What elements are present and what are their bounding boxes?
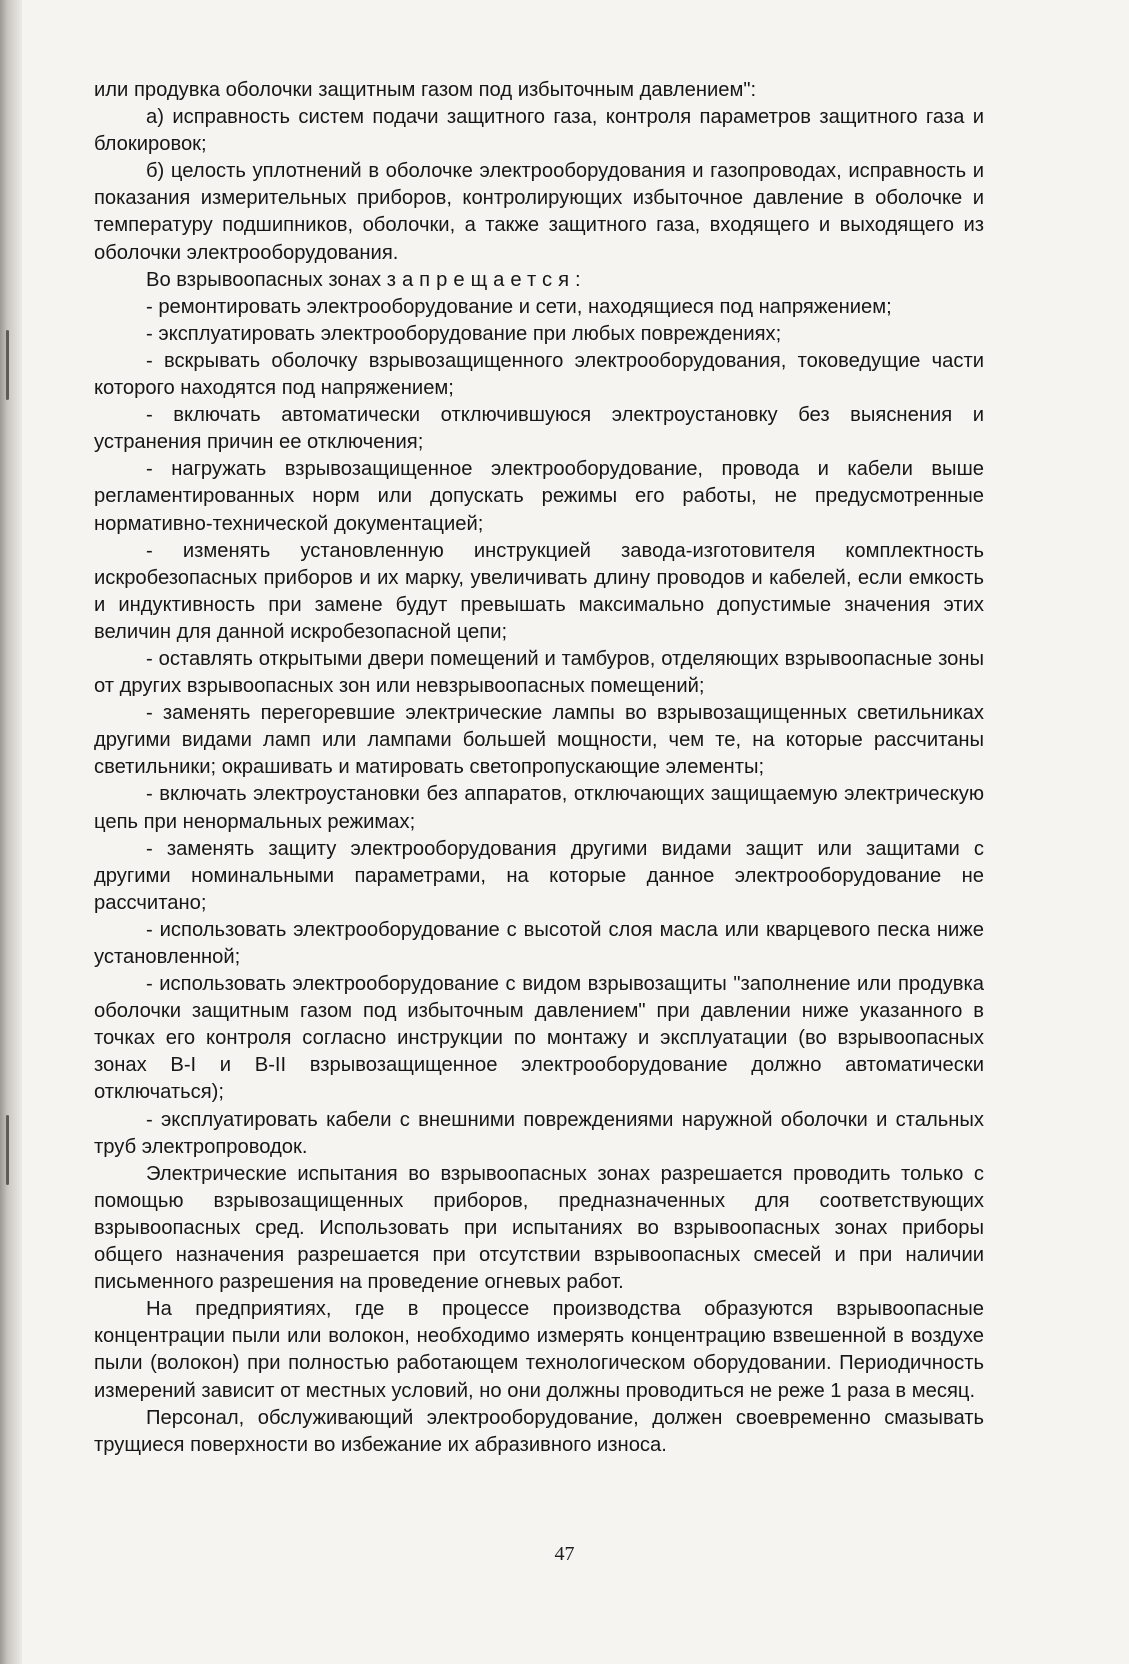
page-number: 47 [554, 1543, 575, 1565]
prohibition-item-6: - изменять установленную инструкцией завода-изготовителя комплектность искробезопасных приборов и их марку, увеличивать длину проводов и кабелей, если емкость и индуктивность при замене будут превышать максимально допустимые значения этих величин для данной искробезопасной цепи; [94, 539, 984, 643]
paragraph-dust: На предприятиях, где в процессе производства образуются взрывоопасные концентрации пыли или волокон, необходимо измерять концентрацию взвешенной в воздухе пыли (волокон) при полностью работающем технологическом оборудовании. Периодичность измерений зависит от местных условий, но они должны проводиться не реже 1 раза в месяц. [94, 1298, 984, 1402]
document-body [94, 77, 984, 1459]
paragraph-lubrication: Персонал, обслуживающий электрооборудование, должен своевременно смазывать трущиеся поверхности во избежание их абразивного износа. [94, 1406, 984, 1456]
prohibition-heading [94, 267, 984, 294]
prohibition-item-5: - нагружать взрывозащищенное электрооборудование, провода и кабели выше регламентированных норм или допускать режимы его работы, не предусмотренные нормативно-технической документацией; [94, 458, 984, 535]
prohibition-intro: Во взрывоопасных зонах [146, 268, 382, 291]
binding-mark [6, 1115, 9, 1185]
prohibition-word: запрещается [386, 268, 576, 291]
prohibition-item-13: - эксплуатировать кабели с внешними повреждениями наружной оболочки и стальных труб электропроводок. [94, 1108, 984, 1158]
prohibition-item-8: - заменять перегоревшие электрические лампы во взрывозащищенных светильниках другими видами ламп или лампами большей мощности, чем те, на которые рассчитаны светильники; окрашивать и матировать светопропускающие элементы; [94, 702, 984, 779]
prohibition-item-1: - ремонтировать электрооборудование и сети, находящиеся под напряжением; [146, 295, 892, 318]
prohibition-item-3: - вскрывать оболочку взрывозащищенного электрооборудования, токоведущие части которого находятся под напряжением; [94, 349, 984, 400]
paragraph-2: а) исправность систем подачи защитного газа, контроля параметров защитного газа и блокировок; [94, 106, 984, 156]
paragraph-1: или продувка оболочки защитным газом под избыточным давлением": [94, 79, 757, 101]
prohibition-item-11: - использовать электрооборудование с высотой слоя масла или кварцевого песка ниже установленной; [94, 918, 984, 968]
paragraph-3: б) целость уплотнений в оболочке электрооборудования и газопроводах, исправность и показания измерительных приборов, контролирующих избыточное давление в оболочке и температуру подшипников, оболочки, а также защитного газа, входящего и выходящего из оболочки электрооборудования. [94, 160, 984, 264]
prohibition-item-10: - заменять защиту электрооборудования другими видами защит или защитами с другими номинальными параметрами, на которые данное электрооборудование не рассчитано; [94, 837, 984, 914]
prohibition-item-7: - оставлять открытыми двери помещений и тамбуров, отделяющих взрывоопасные зоны от других взрывоопасных зон или невзрывоопасных помещений; [94, 647, 984, 698]
prohibition-item-12: - использовать электрооборудование с видом взрывозащиты "заполнение или продувка оболочки защитным газом под избыточным давлением" при давлении ниже указанного в точках его контроля согласно инструкции по монтажу и эксплуатации (во взрывоопасных зонах В-I и В-II взрывозащищенное электрооборудование должно автоматически отключаться); [94, 973, 984, 1104]
prohibition-colon: : [575, 268, 581, 291]
binding-shadow [0, 0, 22, 1664]
prohibition-item-9: - включать электроустановки без аппаратов, отключающих защищаемую электрическую цепь при ненормальных режимах; [94, 783, 984, 833]
binding-mark [6, 330, 9, 400]
prohibition-item-4: - включать автоматически отключившуюся электроустановку без выяснения и устранения причин ее отключения; [94, 404, 984, 454]
prohibition-item-2: - эксплуатировать электрооборудование при любых повреждениях; [146, 322, 782, 345]
paragraph-testing: Электрические испытания во взрывоопасных зонах разрешается проводить только с помощью взрывозащищенных приборов, предназначенных для соответствующих взрывоопасных сред. Использовать при испытаниях во взрывоопасных зонах приборы общего назначения разрешается при отсутствии взрывоопасных смесей и при наличии письменного разрешения на проведение огневых работ. [94, 1162, 984, 1294]
